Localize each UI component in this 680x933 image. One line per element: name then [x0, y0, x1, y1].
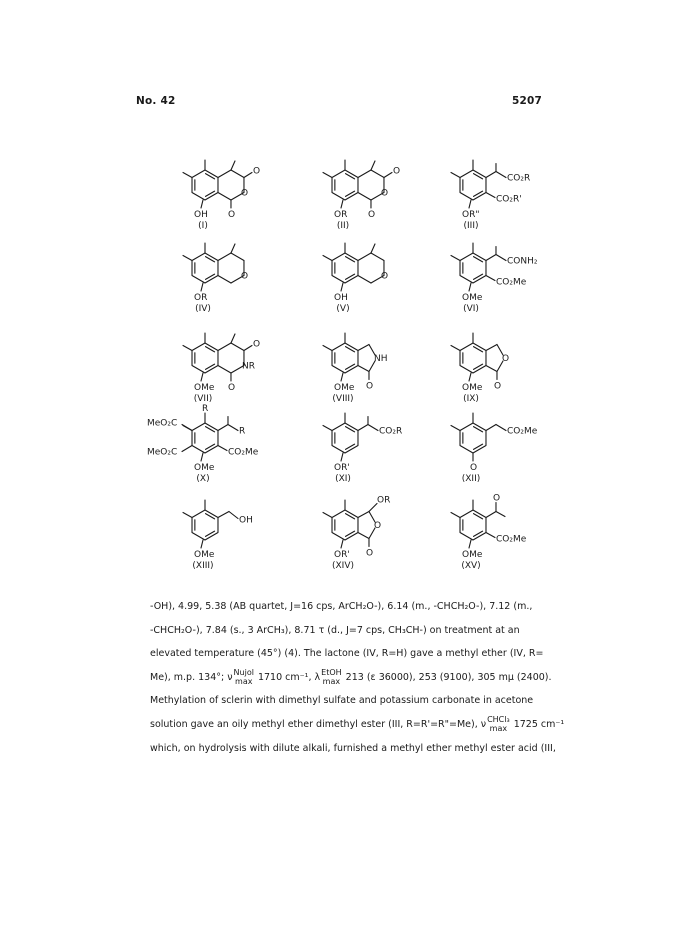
compound-5-ring	[332, 253, 358, 283]
methyl-bond	[231, 334, 235, 343]
methyl-bond	[451, 513, 460, 518]
text-line-4	[150, 666, 570, 690]
compound-5-bottom-substituent: OH	[334, 293, 348, 303]
substituent-bond	[341, 283, 343, 291]
side-chain-bond	[486, 255, 496, 261]
compound-10-upper-chain: R	[238, 426, 246, 437]
compound-15-ketone-o: O	[492, 493, 501, 504]
methyl-bond	[323, 256, 332, 261]
compound-10-label: (X)	[196, 474, 210, 484]
compound-14-five-ring-bond	[358, 533, 369, 539]
compound-14-hetero-atom: O	[373, 521, 382, 531]
text-line-6-part-b: 1725 cm⁻¹	[510, 718, 565, 730]
compound-7-fused-bond	[231, 343, 244, 351]
methyl-bond	[451, 426, 460, 431]
methyl-bond	[371, 244, 375, 253]
compound-11-ring	[332, 423, 358, 453]
compound-15-bottom-substituent: OMe	[462, 550, 483, 560]
compound-8-five-ring-bond	[358, 345, 369, 351]
methyl-bond	[231, 161, 235, 170]
compound-7-fused-bond	[218, 366, 231, 374]
compound-7-label: (VII)	[193, 394, 213, 404]
compound-4-label: (IV)	[195, 304, 211, 314]
compound-1-fused-bond	[231, 170, 244, 178]
side-chain-bond	[218, 446, 227, 451]
carbonyl-bond	[244, 346, 252, 351]
compound-9-bottom-substituent: OMe	[462, 383, 483, 393]
text-line-3: elevated temperature (45°) (4). The lactone (IV, R=H) gave a methyl ether (IV, R=	[150, 648, 544, 660]
compound-4-ring	[192, 253, 218, 283]
compound-2-carbonyl-o: O	[392, 166, 401, 177]
compound-6-ring	[460, 253, 486, 283]
carbonyl-bond	[244, 173, 252, 178]
compound-1-bottom-substituent: OH	[194, 210, 208, 220]
compound-9-five-ring-bond	[486, 366, 497, 372]
chcl3-superscript: CHCl₃	[487, 715, 510, 725]
side-chain-bond	[496, 425, 506, 431]
compound-6-bottom-substituent: OMe	[462, 293, 483, 303]
substituent-bond	[201, 540, 203, 548]
compound-3-upper-chain: CO₂R	[506, 173, 531, 184]
compound-8-five-ring-bond	[358, 366, 369, 372]
methyl-bond	[323, 173, 332, 178]
nujol-superscript: Nujol	[233, 668, 254, 678]
compound-14-bottom-substituent: OR'	[334, 550, 350, 560]
compound-5-label: (V)	[336, 304, 350, 314]
compound-9-ring	[460, 343, 486, 373]
methyl-bond	[451, 173, 460, 178]
compound-11-upper-chain: CO₂R	[378, 426, 403, 437]
compound-4-bottom-substituent: OR	[194, 293, 208, 303]
compound-3-ring	[460, 170, 486, 200]
compound-2-bottom-substituent: OR	[334, 210, 348, 220]
text-line-4-part-a: Me), m.p. 134°; ν	[150, 671, 233, 683]
compound-2-fused-bond	[358, 170, 371, 178]
compound-12-ester: CO₂Me	[506, 426, 538, 437]
text-line-5: Methylation of sclerin with dimethyl sulfate and potassium carbonate in acetone	[150, 695, 534, 707]
substituent-bond	[341, 453, 343, 461]
side-chain-bond	[496, 172, 506, 178]
compound-4-fused-bond	[218, 276, 231, 284]
substituent-bond	[369, 504, 377, 512]
compound-13-oh: OH	[238, 515, 253, 526]
compound-5-fused-bond	[358, 253, 371, 261]
compound-12-label: (XII)	[461, 474, 481, 484]
compound-9-hetero-atom: O	[501, 354, 510, 364]
compound-11-label: (XI)	[335, 474, 351, 484]
etoh-superscript: EtOH	[321, 668, 342, 678]
compound-2-ring	[332, 170, 358, 200]
methyl-bond	[231, 244, 235, 253]
compound-8-label: (VIII)	[332, 394, 354, 404]
compound-14-five-ring-bond	[358, 512, 369, 518]
compound-9-carbonyl-o: O	[493, 381, 502, 392]
page-number: 5207	[512, 95, 543, 107]
compound-1-lactone-o: O	[227, 210, 236, 220]
compound-14-top-or: OR	[376, 495, 391, 506]
text-line-4-part-c: 213 (ε 36000), 253 (9100), 305 mμ (2400).	[342, 671, 552, 683]
max-subscript-3: max	[489, 724, 508, 734]
side-chain-bond	[486, 533, 495, 538]
compound-2-lactone-o: O	[367, 210, 376, 220]
substituent-bond	[201, 200, 203, 208]
compound-2-fused-bond	[358, 193, 371, 201]
substituent-bond	[201, 283, 203, 291]
compound-1-ring	[192, 170, 218, 200]
compound-3-bottom-substituent: OR"	[462, 210, 480, 220]
compound-15-ring	[460, 510, 486, 540]
side-chain-bond	[496, 255, 506, 261]
body-text	[150, 595, 570, 760]
text-line-6-part-a: solution gave an oily methyl ether dimethyl ester (III, R=R'=R"=Me), ν	[150, 718, 487, 730]
compound-14-ring	[332, 510, 358, 540]
compound-9-label: (IX)	[463, 394, 479, 404]
compound-8-hetero-atom: NH	[373, 354, 388, 364]
side-chain-bond	[182, 446, 192, 452]
compound-13-bottom-substituent: OMe	[194, 550, 215, 560]
substituent-bond	[469, 283, 471, 291]
methyl-bond	[183, 173, 192, 178]
methyl-bond	[323, 513, 332, 518]
substituent-bond	[201, 453, 203, 461]
compound-10-bottom-substituent: OMe	[194, 463, 215, 473]
methyl-bond	[183, 513, 192, 518]
side-chain-bond	[486, 276, 495, 281]
compound-12-ring	[460, 423, 486, 453]
page-header-journal-number: No. 42	[136, 95, 176, 107]
carbonyl-bond	[384, 173, 392, 178]
methyl-bond	[183, 346, 192, 351]
compound-6-lower-chain: CO₂Me	[495, 277, 527, 288]
compound-1-ring-o: O	[240, 188, 249, 199]
compound-1-carbonyl-o: O	[252, 166, 261, 177]
side-chain-bond	[182, 425, 192, 431]
side-chain-bond	[218, 512, 229, 518]
compound-3-lower-chain: CO₂R'	[495, 194, 522, 205]
text-line-1: -OH), 4.99, 5.38 (AB quartet, J=16 cps, ArCH₂O-), 6.14 (m., -CHCH₂O-), 7.12 (m.,	[150, 601, 533, 612]
compound-10-r-label: R	[202, 404, 209, 414]
compound-5-fused-bond	[371, 253, 384, 261]
substituent-bond	[469, 200, 471, 208]
compound-6-upper-chain: CONH₂	[506, 256, 538, 267]
side-chain-bond	[229, 512, 238, 519]
compound-11-bottom-substituent: OR'	[334, 463, 350, 473]
substituent-bond	[341, 373, 343, 381]
side-chain-bond	[228, 425, 238, 431]
methyl-bond	[183, 256, 192, 261]
compound-10-left-ester-1: MeO₂C	[147, 418, 178, 429]
compound-8-carbonyl-o: O	[365, 381, 374, 392]
side-chain-bond	[358, 425, 368, 431]
compound-10-ring	[192, 423, 218, 453]
compound-5-ring-o: O	[380, 271, 389, 282]
compound-2-ring-o: O	[380, 188, 389, 199]
compound-10-lower-chain: CO₂Me	[227, 447, 259, 458]
side-chain-bond	[486, 172, 496, 178]
side-chain-bond	[486, 193, 495, 198]
compound-1-fused-bond	[218, 170, 231, 178]
compound-3-label: (III)	[463, 221, 479, 231]
substituent-bond	[469, 540, 471, 548]
methyl-bond	[371, 161, 375, 170]
text-line-4-part-b: 1710 cm⁻¹, λ	[254, 671, 321, 683]
side-chain-bond	[486, 425, 496, 431]
side-chain-bond	[368, 425, 378, 431]
substituent-bond	[201, 373, 203, 381]
methyl-bond	[451, 256, 460, 261]
text-line-2: -CHCH₂O-), 7.84 (s., 3 ArCH₃), 8.71 τ (d., J=7 cps, CH₃CH-) on treatment at an	[150, 624, 520, 636]
compound-13-ring	[192, 510, 218, 540]
compound-9-five-ring-bond	[486, 345, 497, 351]
side-chain-bond	[218, 425, 228, 431]
compound-4-ring-o: O	[240, 271, 249, 282]
compound-1-fused-bond	[218, 193, 231, 201]
compound-2-fused-bond	[371, 170, 384, 178]
substituent-bond	[341, 540, 343, 548]
compound-7-nr-label: NR	[241, 361, 255, 372]
methyl-bond	[323, 426, 332, 431]
compound-6-label: (VI)	[463, 304, 479, 314]
compound-14-carbonyl-o: O	[365, 548, 374, 559]
compound-12-quinone-o: O	[470, 463, 478, 473]
side-chain-bond	[496, 512, 505, 517]
compound-4-fused-bond	[218, 253, 231, 261]
compound-2-label: (II)	[336, 221, 350, 231]
compound-13-label: (XIII)	[192, 561, 214, 571]
compound-7-imide-o: O	[227, 383, 236, 393]
compound-5-fused-bond	[358, 276, 371, 284]
compound-10-left-ester-2: MeO₂C	[147, 447, 178, 458]
compound-8-ring	[332, 343, 358, 373]
compound-7-carbonyl-o: O	[252, 339, 261, 350]
compound-7-bottom-substituent: OMe	[194, 383, 215, 393]
compound-14-label: (XIV)	[332, 561, 354, 571]
methyl-bond	[451, 346, 460, 351]
compound-8-bottom-substituent: OMe	[334, 383, 355, 393]
compound-15-label: (XV)	[461, 561, 481, 571]
text-line-7: which, on hydrolysis with dilute alkali, furnished a methyl ether methyl ester acid (III,	[150, 742, 556, 754]
compound-4-fused-bond	[231, 253, 244, 261]
compound-15-ester: CO₂Me	[495, 534, 527, 545]
substituent-bond	[469, 373, 471, 381]
compound-1-label: (I)	[198, 221, 208, 231]
compound-7-ring	[192, 343, 218, 373]
text-line-6	[150, 713, 570, 737]
max-subscript-1: max	[235, 677, 253, 687]
methyl-bond	[323, 346, 332, 351]
side-chain-bond	[486, 512, 496, 518]
substituent-bond	[341, 200, 343, 208]
max-subscript-2: max	[322, 677, 341, 687]
compound-7-fused-bond	[218, 343, 231, 351]
